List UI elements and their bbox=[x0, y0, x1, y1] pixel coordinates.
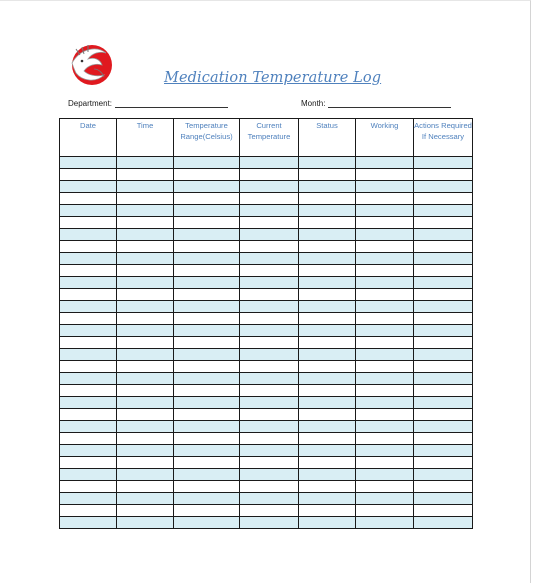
table-cell[interactable] bbox=[414, 181, 473, 193]
table-cell[interactable] bbox=[240, 205, 299, 217]
table-cell[interactable] bbox=[356, 397, 414, 409]
log-title: Medication Temperature Log bbox=[164, 70, 382, 86]
table-cell[interactable] bbox=[174, 373, 240, 385]
table-cell[interactable] bbox=[356, 493, 414, 505]
table-row bbox=[60, 421, 473, 433]
table-cell[interactable] bbox=[240, 229, 299, 241]
table-cell[interactable] bbox=[240, 421, 299, 433]
table-cell[interactable] bbox=[356, 421, 414, 433]
table-cell[interactable] bbox=[174, 229, 240, 241]
table-cell[interactable] bbox=[174, 181, 240, 193]
table-row bbox=[60, 373, 473, 385]
table-cell[interactable] bbox=[240, 445, 299, 457]
table-cell[interactable] bbox=[117, 421, 174, 433]
table-cell[interactable] bbox=[414, 373, 473, 385]
table-cell[interactable] bbox=[240, 373, 299, 385]
table-row bbox=[60, 517, 473, 529]
table-cell[interactable] bbox=[60, 421, 117, 433]
table-cell[interactable] bbox=[174, 397, 240, 409]
table-cell[interactable] bbox=[60, 493, 117, 505]
table-cell[interactable] bbox=[356, 481, 414, 493]
table-cell[interactable] bbox=[117, 217, 174, 229]
table-cell[interactable] bbox=[414, 265, 473, 277]
table-cell[interactable] bbox=[60, 457, 117, 469]
table-cell[interactable] bbox=[356, 469, 414, 481]
header-date: Date bbox=[60, 119, 117, 157]
table-cell[interactable] bbox=[356, 253, 414, 265]
table-cell[interactable] bbox=[414, 385, 473, 397]
table-cell[interactable] bbox=[117, 433, 174, 445]
header-temperature-range: Temperature Range(Celsius) bbox=[174, 119, 240, 157]
table-header-row bbox=[60, 119, 473, 157]
table-row bbox=[60, 313, 473, 325]
table-cell[interactable] bbox=[117, 409, 174, 421]
table-cell[interactable] bbox=[60, 277, 117, 289]
table-cell[interactable] bbox=[117, 493, 174, 505]
table-cell[interactable] bbox=[117, 385, 174, 397]
table-cell[interactable] bbox=[117, 229, 174, 241]
table-cell[interactable] bbox=[117, 193, 174, 205]
table-body bbox=[60, 157, 473, 529]
table-cell[interactable] bbox=[174, 445, 240, 457]
table-cell[interactable] bbox=[356, 241, 414, 253]
table-cell[interactable] bbox=[240, 397, 299, 409]
month-input-line[interactable] bbox=[328, 99, 451, 108]
table-cell[interactable] bbox=[174, 277, 240, 289]
table-cell[interactable] bbox=[60, 289, 117, 301]
table-row bbox=[60, 397, 473, 409]
table-cell[interactable] bbox=[240, 433, 299, 445]
table-cell[interactable] bbox=[299, 517, 356, 529]
table-cell[interactable] bbox=[356, 457, 414, 469]
table-cell[interactable] bbox=[414, 409, 473, 421]
table-cell[interactable] bbox=[117, 457, 174, 469]
table-cell[interactable] bbox=[174, 337, 240, 349]
table-row bbox=[60, 229, 473, 241]
table-cell[interactable] bbox=[60, 313, 117, 325]
table-cell[interactable] bbox=[60, 325, 117, 337]
table-cell[interactable] bbox=[414, 505, 473, 517]
table-cell[interactable] bbox=[60, 505, 117, 517]
table-row bbox=[60, 169, 473, 181]
table-cell[interactable] bbox=[414, 241, 473, 253]
table-cell[interactable] bbox=[240, 457, 299, 469]
table-cell[interactable] bbox=[414, 361, 473, 373]
table-cell[interactable] bbox=[60, 373, 117, 385]
table-cell[interactable] bbox=[299, 493, 356, 505]
table-cell[interactable] bbox=[240, 361, 299, 373]
department-input-line[interactable] bbox=[115, 99, 228, 108]
table-cell[interactable] bbox=[174, 265, 240, 277]
table-cell[interactable] bbox=[240, 181, 299, 193]
table-cell[interactable] bbox=[356, 505, 414, 517]
table-cell[interactable] bbox=[414, 397, 473, 409]
table-cell[interactable] bbox=[414, 469, 473, 481]
table-cell[interactable] bbox=[174, 385, 240, 397]
table-cell[interactable] bbox=[414, 481, 473, 493]
table-cell[interactable] bbox=[299, 277, 356, 289]
table-cell[interactable] bbox=[414, 433, 473, 445]
table-cell[interactable] bbox=[299, 289, 356, 301]
table-cell[interactable] bbox=[299, 193, 356, 205]
table-cell[interactable] bbox=[60, 205, 117, 217]
table-cell[interactable] bbox=[240, 157, 299, 169]
header-actions-required: Actions Required If Necessary bbox=[414, 119, 473, 157]
table-cell[interactable] bbox=[174, 241, 240, 253]
table-row bbox=[60, 253, 473, 265]
table-cell[interactable] bbox=[117, 445, 174, 457]
table-cell[interactable] bbox=[60, 349, 117, 361]
table-cell[interactable] bbox=[356, 169, 414, 181]
table-cell[interactable] bbox=[356, 217, 414, 229]
table-row bbox=[60, 361, 473, 373]
table-cell[interactable] bbox=[174, 253, 240, 265]
table-cell[interactable] bbox=[356, 373, 414, 385]
table-cell[interactable] bbox=[356, 409, 414, 421]
table-cell[interactable] bbox=[299, 445, 356, 457]
table-cell[interactable] bbox=[414, 229, 473, 241]
table-cell[interactable] bbox=[414, 349, 473, 361]
table-cell[interactable] bbox=[117, 313, 174, 325]
table-cell[interactable] bbox=[414, 445, 473, 457]
table-cell[interactable] bbox=[356, 193, 414, 205]
table-cell[interactable] bbox=[414, 217, 473, 229]
table-cell[interactable] bbox=[356, 385, 414, 397]
table-cell[interactable] bbox=[414, 169, 473, 181]
month-field bbox=[301, 99, 451, 108]
table-cell[interactable] bbox=[356, 277, 414, 289]
table-cell[interactable] bbox=[60, 517, 117, 529]
table-cell[interactable] bbox=[240, 469, 299, 481]
table-cell[interactable] bbox=[174, 433, 240, 445]
table-cell[interactable] bbox=[299, 337, 356, 349]
table-cell[interactable] bbox=[299, 349, 356, 361]
table-cell[interactable] bbox=[299, 313, 356, 325]
table-cell[interactable] bbox=[60, 481, 117, 493]
table-cell[interactable] bbox=[60, 253, 117, 265]
table-cell[interactable] bbox=[299, 481, 356, 493]
table-cell[interactable] bbox=[174, 325, 240, 337]
table-row bbox=[60, 349, 473, 361]
department-field bbox=[68, 99, 228, 108]
table-cell[interactable] bbox=[60, 445, 117, 457]
temperature-log-table bbox=[59, 118, 473, 529]
table-cell[interactable] bbox=[356, 325, 414, 337]
table-cell[interactable] bbox=[356, 181, 414, 193]
table-cell[interactable] bbox=[240, 517, 299, 529]
table-cell[interactable] bbox=[60, 217, 117, 229]
table-cell[interactable] bbox=[174, 217, 240, 229]
table-cell[interactable] bbox=[117, 277, 174, 289]
table-cell[interactable] bbox=[299, 301, 356, 313]
table-row bbox=[60, 325, 473, 337]
month-label: Month: bbox=[301, 99, 326, 108]
header-status: Status bbox=[299, 119, 356, 157]
table-cell[interactable] bbox=[60, 337, 117, 349]
table-cell[interactable] bbox=[117, 253, 174, 265]
table-cell[interactable] bbox=[240, 505, 299, 517]
table-cell[interactable] bbox=[356, 265, 414, 277]
table-cell[interactable] bbox=[117, 373, 174, 385]
table-cell[interactable] bbox=[356, 517, 414, 529]
table-cell[interactable] bbox=[60, 229, 117, 241]
table-cell[interactable] bbox=[117, 181, 174, 193]
table-cell[interactable] bbox=[414, 421, 473, 433]
table-cell[interactable] bbox=[174, 205, 240, 217]
table-cell[interactable] bbox=[60, 169, 117, 181]
table-cell[interactable] bbox=[299, 469, 356, 481]
table-cell[interactable] bbox=[299, 181, 356, 193]
table-cell[interactable] bbox=[117, 241, 174, 253]
table-cell[interactable] bbox=[414, 253, 473, 265]
table-cell[interactable] bbox=[414, 277, 473, 289]
table-cell[interactable] bbox=[299, 229, 356, 241]
table-row bbox=[60, 457, 473, 469]
table-row bbox=[60, 385, 473, 397]
table-cell[interactable] bbox=[414, 301, 473, 313]
table-row bbox=[60, 433, 473, 445]
table-cell[interactable] bbox=[299, 433, 356, 445]
table-cell[interactable] bbox=[414, 289, 473, 301]
table-cell[interactable] bbox=[299, 385, 356, 397]
table-cell[interactable] bbox=[356, 337, 414, 349]
table-cell[interactable] bbox=[299, 373, 356, 385]
table-cell[interactable] bbox=[117, 517, 174, 529]
table-cell[interactable] bbox=[117, 397, 174, 409]
table-row bbox=[60, 181, 473, 193]
table-cell[interactable] bbox=[299, 169, 356, 181]
table-row bbox=[60, 469, 473, 481]
table-row bbox=[60, 277, 473, 289]
table-cell[interactable] bbox=[174, 421, 240, 433]
table-cell[interactable] bbox=[60, 241, 117, 253]
table-cell[interactable] bbox=[299, 409, 356, 421]
department-label: Department: bbox=[68, 99, 113, 108]
table-cell[interactable] bbox=[356, 157, 414, 169]
table-cell[interactable] bbox=[174, 361, 240, 373]
table-cell[interactable] bbox=[117, 349, 174, 361]
table-cell[interactable] bbox=[174, 169, 240, 181]
table-cell[interactable] bbox=[414, 517, 473, 529]
table-cell[interactable] bbox=[240, 253, 299, 265]
dragon-logo-icon bbox=[66, 39, 114, 87]
table-cell[interactable] bbox=[60, 181, 117, 193]
table-cell[interactable] bbox=[240, 385, 299, 397]
table-cell[interactable] bbox=[299, 397, 356, 409]
table-cell[interactable] bbox=[117, 469, 174, 481]
table-cell[interactable] bbox=[60, 433, 117, 445]
table-cell[interactable] bbox=[174, 457, 240, 469]
table-row bbox=[60, 193, 473, 205]
table-cell[interactable] bbox=[414, 205, 473, 217]
table-cell[interactable] bbox=[240, 277, 299, 289]
table-cell[interactable] bbox=[299, 241, 356, 253]
table-cell[interactable] bbox=[299, 505, 356, 517]
table-row bbox=[60, 301, 473, 313]
table-cell[interactable] bbox=[299, 205, 356, 217]
table-row bbox=[60, 493, 473, 505]
table-cell[interactable] bbox=[299, 157, 356, 169]
table-row bbox=[60, 505, 473, 517]
table-cell[interactable] bbox=[117, 337, 174, 349]
header-time: Time bbox=[117, 119, 174, 157]
table-cell[interactable] bbox=[240, 301, 299, 313]
table-cell[interactable] bbox=[356, 349, 414, 361]
table-cell[interactable] bbox=[117, 361, 174, 373]
table-cell[interactable] bbox=[117, 301, 174, 313]
table-cell[interactable] bbox=[414, 325, 473, 337]
table-row bbox=[60, 481, 473, 493]
table-cell[interactable] bbox=[240, 241, 299, 253]
table-row bbox=[60, 217, 473, 229]
table-cell[interactable] bbox=[240, 409, 299, 421]
table-row bbox=[60, 409, 473, 421]
table-cell[interactable] bbox=[356, 229, 414, 241]
table-cell[interactable] bbox=[174, 301, 240, 313]
table-cell[interactable] bbox=[174, 469, 240, 481]
table-cell[interactable] bbox=[240, 313, 299, 325]
table-cell[interactable] bbox=[240, 265, 299, 277]
table-row bbox=[60, 337, 473, 349]
table-cell[interactable] bbox=[414, 337, 473, 349]
table-cell[interactable] bbox=[299, 265, 356, 277]
table-cell[interactable] bbox=[117, 325, 174, 337]
table-cell[interactable] bbox=[240, 325, 299, 337]
table-cell[interactable] bbox=[117, 265, 174, 277]
table-cell[interactable] bbox=[356, 205, 414, 217]
table-cell[interactable] bbox=[117, 481, 174, 493]
table-cell[interactable] bbox=[60, 469, 117, 481]
table-cell[interactable] bbox=[414, 493, 473, 505]
table-cell[interactable] bbox=[60, 301, 117, 313]
table-cell[interactable] bbox=[60, 361, 117, 373]
table-cell[interactable] bbox=[60, 397, 117, 409]
table-cell[interactable] bbox=[174, 349, 240, 361]
header-working: Working bbox=[356, 119, 414, 157]
table-cell[interactable] bbox=[60, 385, 117, 397]
table-cell[interactable] bbox=[174, 517, 240, 529]
table-cell[interactable] bbox=[240, 349, 299, 361]
table-cell[interactable] bbox=[240, 169, 299, 181]
table-cell[interactable] bbox=[299, 325, 356, 337]
table-cell[interactable] bbox=[299, 253, 356, 265]
table-cell[interactable] bbox=[174, 313, 240, 325]
table-cell[interactable] bbox=[414, 457, 473, 469]
table-cell[interactable] bbox=[117, 289, 174, 301]
header-current-temperature: Current Temperature bbox=[240, 119, 299, 157]
table-cell[interactable] bbox=[60, 157, 117, 169]
table-cell[interactable] bbox=[60, 265, 117, 277]
table-cell[interactable] bbox=[174, 289, 240, 301]
table-cell[interactable] bbox=[356, 301, 414, 313]
table-row bbox=[60, 445, 473, 457]
table-cell[interactable] bbox=[240, 193, 299, 205]
table-cell[interactable] bbox=[60, 193, 117, 205]
table-row bbox=[60, 265, 473, 277]
table-cell[interactable] bbox=[117, 157, 174, 169]
table-cell[interactable] bbox=[356, 361, 414, 373]
table-cell[interactable] bbox=[356, 433, 414, 445]
table-cell[interactable] bbox=[240, 217, 299, 229]
table-row bbox=[60, 205, 473, 217]
table-cell[interactable] bbox=[240, 289, 299, 301]
table-cell[interactable] bbox=[117, 205, 174, 217]
table-cell[interactable] bbox=[117, 505, 174, 517]
table-cell[interactable] bbox=[414, 193, 473, 205]
table-cell[interactable] bbox=[174, 481, 240, 493]
table-cell[interactable] bbox=[356, 289, 414, 301]
table-cell[interactable] bbox=[299, 421, 356, 433]
table-cell[interactable] bbox=[174, 409, 240, 421]
table-cell[interactable] bbox=[174, 193, 240, 205]
table-cell[interactable] bbox=[414, 157, 473, 169]
table-cell[interactable] bbox=[174, 493, 240, 505]
table-cell[interactable] bbox=[299, 217, 356, 229]
table-row bbox=[60, 157, 473, 169]
table-cell[interactable] bbox=[174, 157, 240, 169]
table-cell[interactable] bbox=[299, 457, 356, 469]
table-row bbox=[60, 241, 473, 253]
table-cell[interactable] bbox=[240, 481, 299, 493]
table-cell[interactable] bbox=[60, 409, 117, 421]
table-cell[interactable] bbox=[117, 169, 174, 181]
table-cell[interactable] bbox=[356, 445, 414, 457]
table-cell[interactable] bbox=[356, 313, 414, 325]
table-cell[interactable] bbox=[299, 361, 356, 373]
table-cell[interactable] bbox=[240, 493, 299, 505]
table-cell[interactable] bbox=[174, 505, 240, 517]
table-row bbox=[60, 289, 473, 301]
table-cell[interactable] bbox=[414, 313, 473, 325]
table-cell[interactable] bbox=[240, 337, 299, 349]
